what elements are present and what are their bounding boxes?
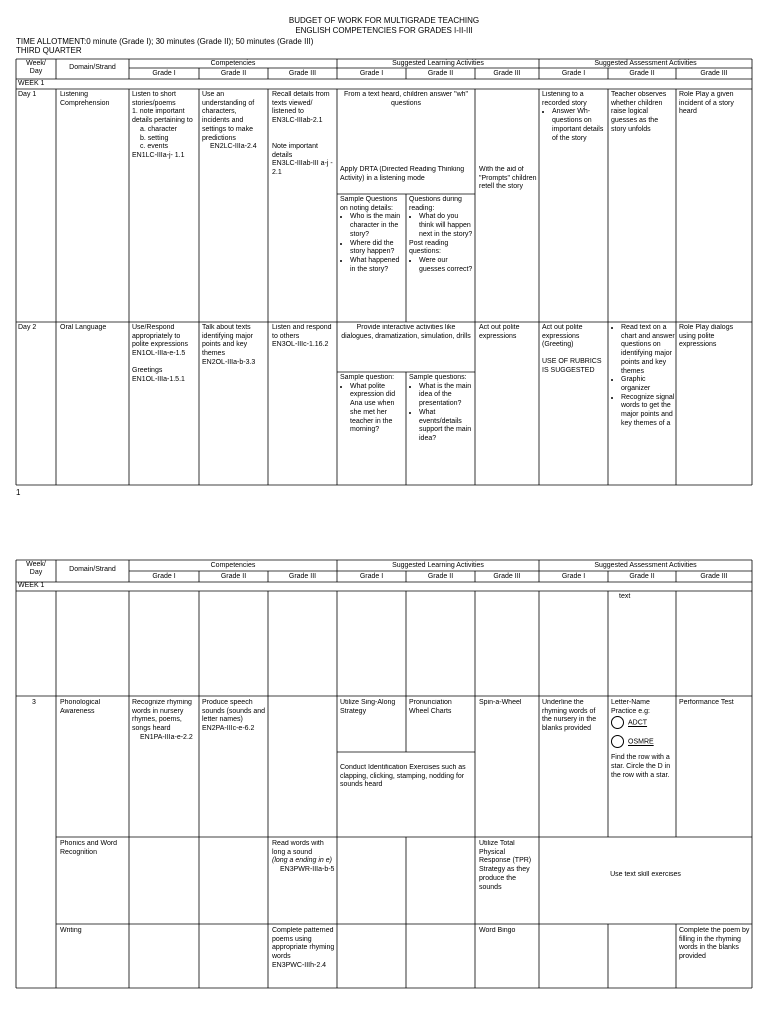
quarter-label: THIRD QUARTER	[16, 46, 82, 55]
t2-header-week-label: Week/	[26, 561, 46, 568]
header-comp-g3: Grade III	[288, 70, 317, 77]
week-label: WEEK 1	[18, 80, 45, 87]
header-act-g1: Grade I	[359, 70, 384, 77]
day1-act-g2-q2: • Were our guesses correct?	[419, 257, 473, 274]
day2-act-g3: Act out polite expressions	[479, 324, 520, 340]
day1-comp-g2-code: EN2LC-IIIa-2.4	[210, 143, 257, 151]
t2-header-assess-g2: Grade II	[629, 573, 655, 580]
day1-assess-g3: Role Play a given incident of a story heard	[679, 91, 734, 116]
day2-comp-g3-text: Listen and respond to others	[272, 324, 332, 340]
writing-assess-g3: Complete the poem by filling in the rhyming words in the blanks provided	[679, 927, 750, 961]
day1-assess-g1-text: Listening to a recorded story	[542, 91, 587, 107]
phonics-domain: Phonics and Word Recognition	[60, 840, 118, 856]
t2-header-act-g1: Grade I	[359, 573, 384, 580]
doc-title: BUDGET OF WORK FOR MULTIGRADE TEACHING	[288, 16, 480, 25]
header-comp-g1: Grade I	[152, 70, 176, 77]
writing-comp-g3-text: Complete patterned poems using appropriate rhyming words	[272, 927, 335, 961]
t2-header-assess-g1: Grade I	[561, 573, 586, 580]
doc-subtitle: ENGLISH COMPETENCIES FOR GRADES I-II-III	[295, 26, 473, 35]
t2-carry-text: text	[619, 593, 631, 600]
writing-domain: Writing	[60, 927, 82, 934]
day1-comp-g1-b: b. setting	[140, 134, 169, 142]
row3-comp-g2-text: Produce speech sounds (sounds and letter names)	[202, 699, 266, 724]
row3-act-g2: Pronunciation Wheel Charts	[409, 699, 452, 715]
row3-assess-g3: Performance Test	[679, 699, 734, 706]
phonics-assess-merge: Use text skill exercises	[610, 871, 681, 878]
day2-assess-g3: Role Play dialogs using polite expressions	[679, 324, 734, 349]
day1-comp-g1-intro: Listen to short stories/poems	[132, 91, 176, 107]
writing-comp-g3	[272, 927, 335, 971]
time-allotment: TIME ALLOTMENT:0 minute (Grade I); 30 minutes (Grade II); 50 minutes (Grade III)	[16, 37, 314, 46]
day2-assess-g2-i3: • Recognize signal words to get the major points and key themes of a	[621, 394, 675, 429]
row3-domain: Phonological Awareness	[60, 699, 101, 715]
header-week-label: Week/	[26, 60, 46, 67]
row3-comp-g2-code: EN2PA-IIIc-e-6.2	[202, 725, 255, 733]
header-assess-g3: Grade III	[700, 70, 728, 77]
day2-comp-g1-code2: EN1OL-IIIa-1.5.1	[132, 375, 185, 383]
day2-assess-g1-text: Act out polite expressions (Greeting)	[542, 324, 583, 349]
row3-option-2-label: OSMRE	[628, 738, 654, 746]
header-assess-g1: Grade I	[561, 70, 586, 77]
header-assessment: Suggested Assessment Activities	[594, 60, 697, 67]
t2-header-assessment: Suggested Assessment Activities	[594, 562, 697, 569]
day2-label: Day 2	[18, 324, 37, 331]
day2-comp-g1-text: Use/Respond appropriately to polite expressions	[132, 324, 189, 349]
t2-header-week-day	[16, 561, 56, 577]
header-competencies: Competencies	[210, 60, 256, 67]
day1-comp-g3-code: EN3LC-IIIab-2.1	[272, 117, 323, 125]
t2-header-act-g2: Grade II	[427, 573, 454, 580]
header-act-g3: Grade III	[493, 70, 521, 77]
day1-comp-g3-code2b: 2.1	[272, 168, 282, 176]
t2-header-comp-g3: Grade III	[288, 573, 317, 580]
day1-domain: Listening Comprehension	[60, 91, 110, 107]
row3-assess-g2-head: Letter-Name Practice e.g:	[611, 699, 650, 715]
radio-icon	[611, 716, 624, 729]
row3-comp-g1	[132, 699, 198, 743]
day2-comp-g2-code: EN2OL-IIIa-b-3.3	[202, 358, 256, 366]
header-assess-g2: Grade II	[629, 70, 655, 77]
day1-comp-g1-code: EN1LC-IIIa-j- 1.1	[132, 151, 185, 159]
day2-assess-g2-i2: • Graphic organizer	[621, 376, 675, 393]
day2-act-g1-q1: • What polite expression did Ana use when she met her teacher in the morning?	[350, 383, 404, 435]
t2-header-activities: Suggested Learning Activities	[392, 562, 484, 569]
writing-comp-g3-code: EN3PWC-IIIh-2.4	[272, 961, 327, 969]
day1-assess-g1-item: • Answer Wh- questions on important details of the story	[552, 108, 606, 143]
day2-act-g2-q1: • What is the main idea of the presentation?	[419, 383, 473, 409]
day1-act-g1-head: Sample Questions on noting details:	[340, 196, 398, 212]
phonics-act-g3: Utilize Total Physical Response (TPR) Strategy as they produce the sounds	[479, 840, 532, 891]
day1-act-g3: With the aid of "Prompts" children retell the story	[479, 166, 537, 191]
page-number: 1	[16, 488, 21, 497]
row3-option-2	[611, 735, 675, 748]
day1-act-top: From a text heard, children answer "wh" questions	[343, 91, 469, 107]
row3-option-1-label: ADCT	[628, 719, 648, 727]
row3-act-merge: Conduct Identification Exercises such as clapping, clicking, stamping, nodding for sounds heard	[340, 764, 466, 789]
row3-assess-g2	[611, 699, 675, 781]
row3-comp-g2	[202, 699, 266, 734]
day2-domain: Oral Language	[60, 324, 107, 331]
day2-assess-g1-text2: USE OF RUBRICS IS SUGGESTED	[542, 358, 602, 374]
day2-act-g2-head: Sample questions:	[409, 374, 467, 381]
row3-comp-g1-code: EN1PA-IIIa-e-2.2	[140, 733, 193, 741]
header-comp-g2: Grade II	[220, 70, 247, 77]
t2-header-act-g3: Grade III	[493, 573, 521, 580]
phonics-comp-g3-code: EN3PWR-IIIa-b-5	[280, 866, 335, 874]
day1-act-g2-head: Questions during reading:	[409, 196, 462, 212]
day2-comp-g3-code: EN3OL-IIIc-1.16.2	[272, 341, 329, 349]
day1-label: Day 1	[18, 91, 37, 98]
row3-assess-g2-text: Find the row with a star. Circle the D in the row with a star.	[611, 754, 671, 779]
day2-act-top: Provide interactive activities like dialogues, dramatization, simulation, drills	[341, 324, 471, 340]
day2-comp-g1-code: EN1OL-IIIa-e-1.5	[132, 350, 186, 358]
day1-act-g2-post: Post reading questions:	[409, 239, 449, 256]
day2-comp-g2-text: Talk about texts identifying major points and key themes	[202, 324, 253, 358]
day1-act-g1-q2: • Where did the story happen?	[350, 240, 404, 257]
row3-number: 3	[32, 699, 36, 706]
writing-act-g3: Word Bingo	[479, 927, 516, 934]
day1-comp-g3-text2: Note important details	[272, 142, 318, 159]
header-act-g2: Grade II	[427, 70, 454, 77]
t2-header-domain: Domain/Strand	[69, 566, 116, 573]
day1-act-g1-q3: • What happened in the story?	[350, 257, 404, 274]
phonics-comp-g3-text1: Read words with long a sound	[272, 840, 324, 856]
day2-act-g2-q2: • What events/details support the main idea?	[419, 409, 473, 444]
day1-comp-g3-code2a: EN3LC-IIIab-III a-j -	[272, 160, 333, 168]
t2-header-comp-g1: Grade I	[152, 573, 176, 580]
header-day-label: Day	[29, 68, 43, 75]
day1-comp-g1-item: 1. note important details pertaining to	[132, 108, 193, 125]
phonics-comp-g3-text2: (long a ending in e)	[272, 857, 332, 865]
radio-icon	[611, 735, 624, 748]
row3-comp-g1-text: Recognize rhyming words in nursery rhymes, poems, songs heard	[132, 699, 192, 733]
row3-assess-g1: Underline the rhyming words of the nursery in the blanks provided	[542, 699, 597, 733]
row3-option-1	[611, 716, 675, 729]
t2-header-assess-g3: Grade III	[700, 573, 728, 580]
day1-comp-g2-text: Use an understanding of characters, incidents and settings to make predictions	[202, 91, 255, 142]
day1-act-drta: Apply DRTA (Directed Reading Thinking Activity) in a listening mode	[340, 166, 465, 182]
day2-comp-g1-text2: Greetings	[132, 366, 163, 374]
t2-header-comp-g2: Grade II	[220, 573, 247, 580]
day1-act-g1-q1: • Who is the main character in the story?	[350, 213, 404, 239]
t2-header-day-label: Day	[29, 569, 43, 576]
phonics-comp-g3	[272, 840, 335, 875]
day2-act-g1-head: Sample question:	[340, 374, 395, 381]
day1-assess-g2: Teacher observes whether children raise logical guesses as the story unfolds	[611, 91, 667, 133]
day1-comp-g3-text: Recall details from texts viewed/ listened to	[272, 91, 330, 116]
day2-assess-g2-i1: • Read text on a chart and answer questions on identifying major points and key themes	[621, 324, 675, 376]
header-activities: Suggested Learning Activities	[392, 60, 484, 67]
t2-week-label: WEEK 1	[18, 582, 45, 589]
day1-comp-g1-a: a. character	[140, 125, 177, 133]
header-domain: Domain/Strand	[69, 64, 116, 71]
day1-comp-g1-c: c. events	[140, 143, 169, 151]
row3-act-g1: Utilize Sing-Along Strategy	[340, 699, 396, 715]
day1-act-g2-q1: • What do you think will happen next in the story?	[419, 213, 473, 239]
row3-act-g3: Spin-a-Wheel	[479, 699, 522, 706]
t2-header-competencies: Competencies	[210, 562, 256, 569]
